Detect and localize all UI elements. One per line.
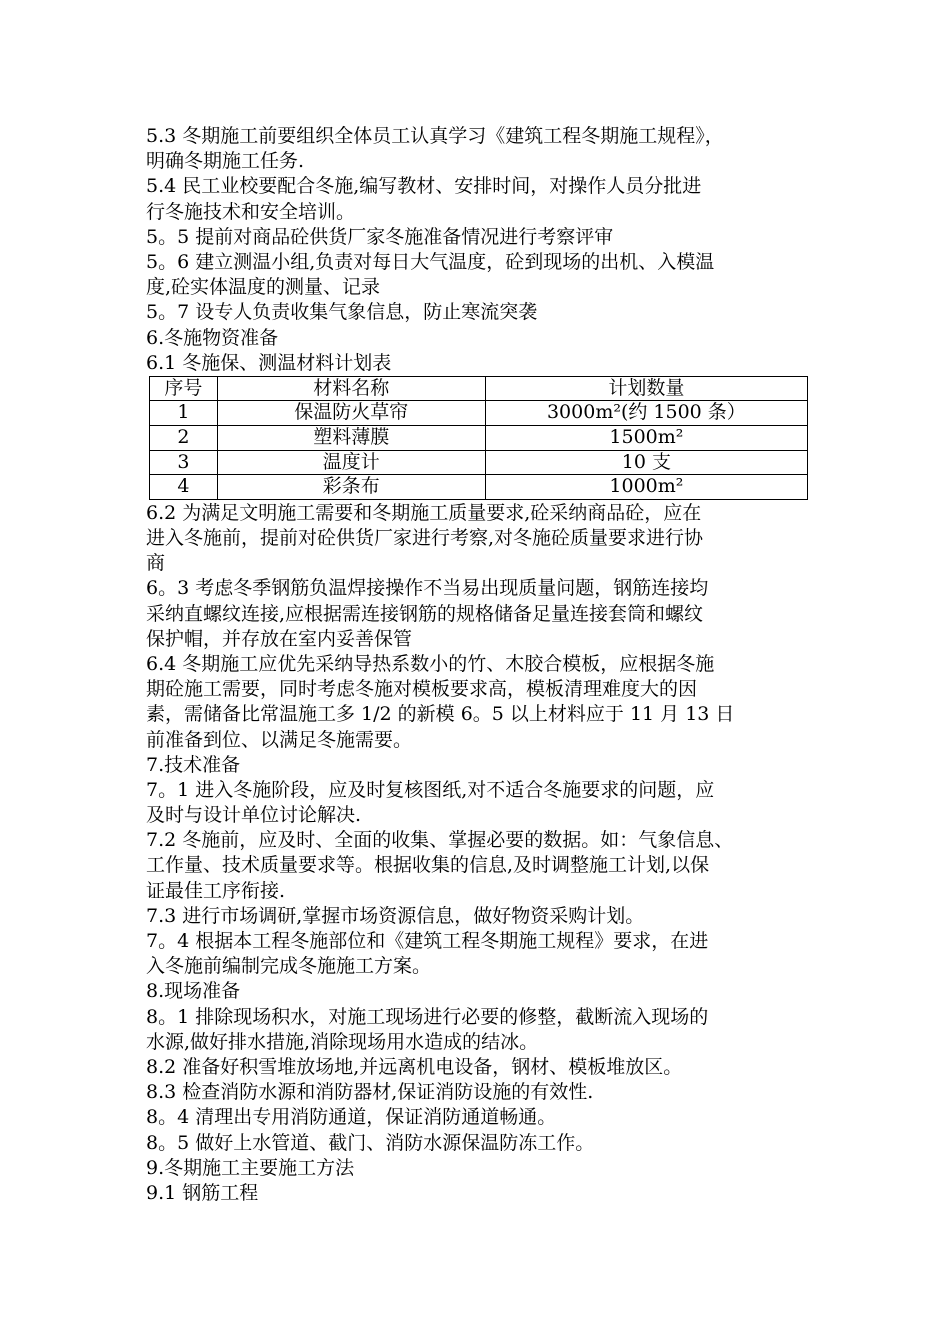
cell-quantity: 10 支 (485, 450, 807, 475)
text-line: 8.2 准备好积雪堆放场地,并远离机电设备，钢材、模板堆放区。 (146, 1055, 683, 1078)
text-line: 9.1 钢筋工程 (146, 1181, 259, 1204)
text-line: 保护帽，并存放在室内妥善保管 (146, 627, 413, 650)
text-block-before-table (146, 124, 816, 376)
text-line: 入冬施前编制完成冬施施工方案。 (146, 955, 432, 978)
text-line: 素，需储备比常温施工多 1/2 的新模 6。5 以上材料应于 11 月 13 日 (146, 703, 735, 726)
document-page (146, 124, 816, 1206)
table-caption: 6.1 冬施保、测温材料计划表 (146, 351, 392, 374)
section-heading: 9.冬期施工主要施工方法 (146, 1156, 355, 1179)
text-line: 6.4 冬期施工应优先采纳导热系数小的竹、木胶合模板，应根据冬施 (146, 652, 715, 675)
cell-seq: 4 (150, 475, 218, 500)
text-line: 7.2 冬施前，应及时、全面的收集、掌握必要的数据。如：气象信息、 (146, 829, 734, 852)
text-line: 5。5 提前对商品砼供货厂家冬施准备情况进行考察评审 (146, 225, 614, 248)
table-row (150, 401, 808, 426)
materials-plan-table (149, 376, 808, 500)
text-line: 6.2 为满足文明施工需要和冬期施工质量要求,砼采纳商品砼，应在 (146, 501, 702, 524)
section-heading: 6.冬施物资准备 (146, 326, 279, 349)
text-line: 8。5 做好上水管道、截门、消防水源保温防冻工作。 (146, 1131, 595, 1154)
text-line: 前准备到位、以满足冬施需要。 (146, 728, 413, 751)
text-line: 5.4 民工业校要配合冬施,编写教材、安排时间，对操作人员分批进 (146, 175, 702, 198)
header-material-name: 材料名称 (217, 376, 485, 401)
text-line: 采纳直螺纹连接,应根据需连接钢筋的规格储备足量连接套筒和螺纹 (146, 602, 704, 625)
text-block-after-table (146, 501, 816, 1206)
table-row (150, 450, 808, 475)
text-line: 工作量、技术质量要求等。根据收集的信息,及时调整施工计划,以保 (146, 854, 710, 877)
text-line: 8。4 清理出专用消防通道，保证消防通道畅通。 (146, 1106, 557, 1129)
text-line: 7.3 进行市场调研,掌握市场资源信息，做好物资采购计划。 (146, 904, 645, 927)
text-line: 进入冬施前，提前对砼供货厂家进行考察,对冬施砼质量要求进行协 (146, 527, 704, 550)
cell-material-name: 彩条布 (217, 475, 485, 500)
cell-material-name: 塑料薄膜 (217, 426, 485, 451)
section-heading: 8.现场准备 (146, 980, 241, 1003)
text-line: 明确冬期施工任务. (146, 150, 305, 173)
header-seq: 序号 (150, 376, 218, 401)
cell-quantity: 1500m² (485, 426, 807, 451)
text-line: 7。4 根据本工程冬施部位和《建筑工程冬期施工规程》要求，在进 (146, 930, 709, 953)
header-planned-quantity: 计划数量 (485, 376, 807, 401)
text-line: 5。6 建立测温小组,负责对每日大气温度，砼到现场的出机、入模温 (146, 250, 715, 273)
text-line: 5.3 冬期施工前要组织全体员工认真学习《建筑工程冬期施工规程》， (146, 125, 724, 147)
text-line: 7。1 进入冬施阶段，应及时复核图纸,对不适合冬施要求的问题，应 (146, 778, 715, 801)
table-header-row (150, 376, 808, 401)
text-line: 5。7 设专人负责收集气象信息，防止寒流突袭 (146, 301, 538, 324)
text-line: 度,砼实体温度的测量、记录 (146, 276, 381, 299)
text-line: 6。3 考虑冬季钢筋负温焊接操作不当易出现质量问题，钢筋连接均 (146, 577, 709, 600)
text-line: 水源,做好排水措施,消除现场用水造成的结冰。 (146, 1030, 539, 1053)
text-line: 8.3 检查消防水源和消防器材,保证消防设施的有效性. (146, 1081, 594, 1104)
cell-material-name: 温度计 (217, 450, 485, 475)
cell-seq: 3 (150, 450, 218, 475)
table-row (150, 475, 808, 500)
text-line: 8。1 排除现场积水，对施工现场进行必要的修整，截断流入现场的 (146, 1005, 709, 1028)
cell-seq: 1 (150, 401, 218, 426)
cell-seq: 2 (150, 426, 218, 451)
section-heading: 7.技术准备 (146, 753, 241, 776)
text-line: 及时与设计单位讨论解决. (146, 804, 362, 827)
cell-quantity: 1000m² (485, 475, 807, 500)
cell-material-name: 保温防火草帘 (217, 401, 485, 426)
text-line: 商 (146, 552, 166, 575)
text-line: 期砼施工需要，同时考虑冬施对模板要求高，模板清理难度大的因 (146, 678, 698, 701)
text-line: 证最佳工序衔接. (146, 879, 286, 902)
cell-quantity: 3000m²(约 1500 条） (485, 401, 807, 426)
table-row (150, 426, 808, 451)
text-line: 行冬施技术和安全培训。 (146, 200, 356, 223)
